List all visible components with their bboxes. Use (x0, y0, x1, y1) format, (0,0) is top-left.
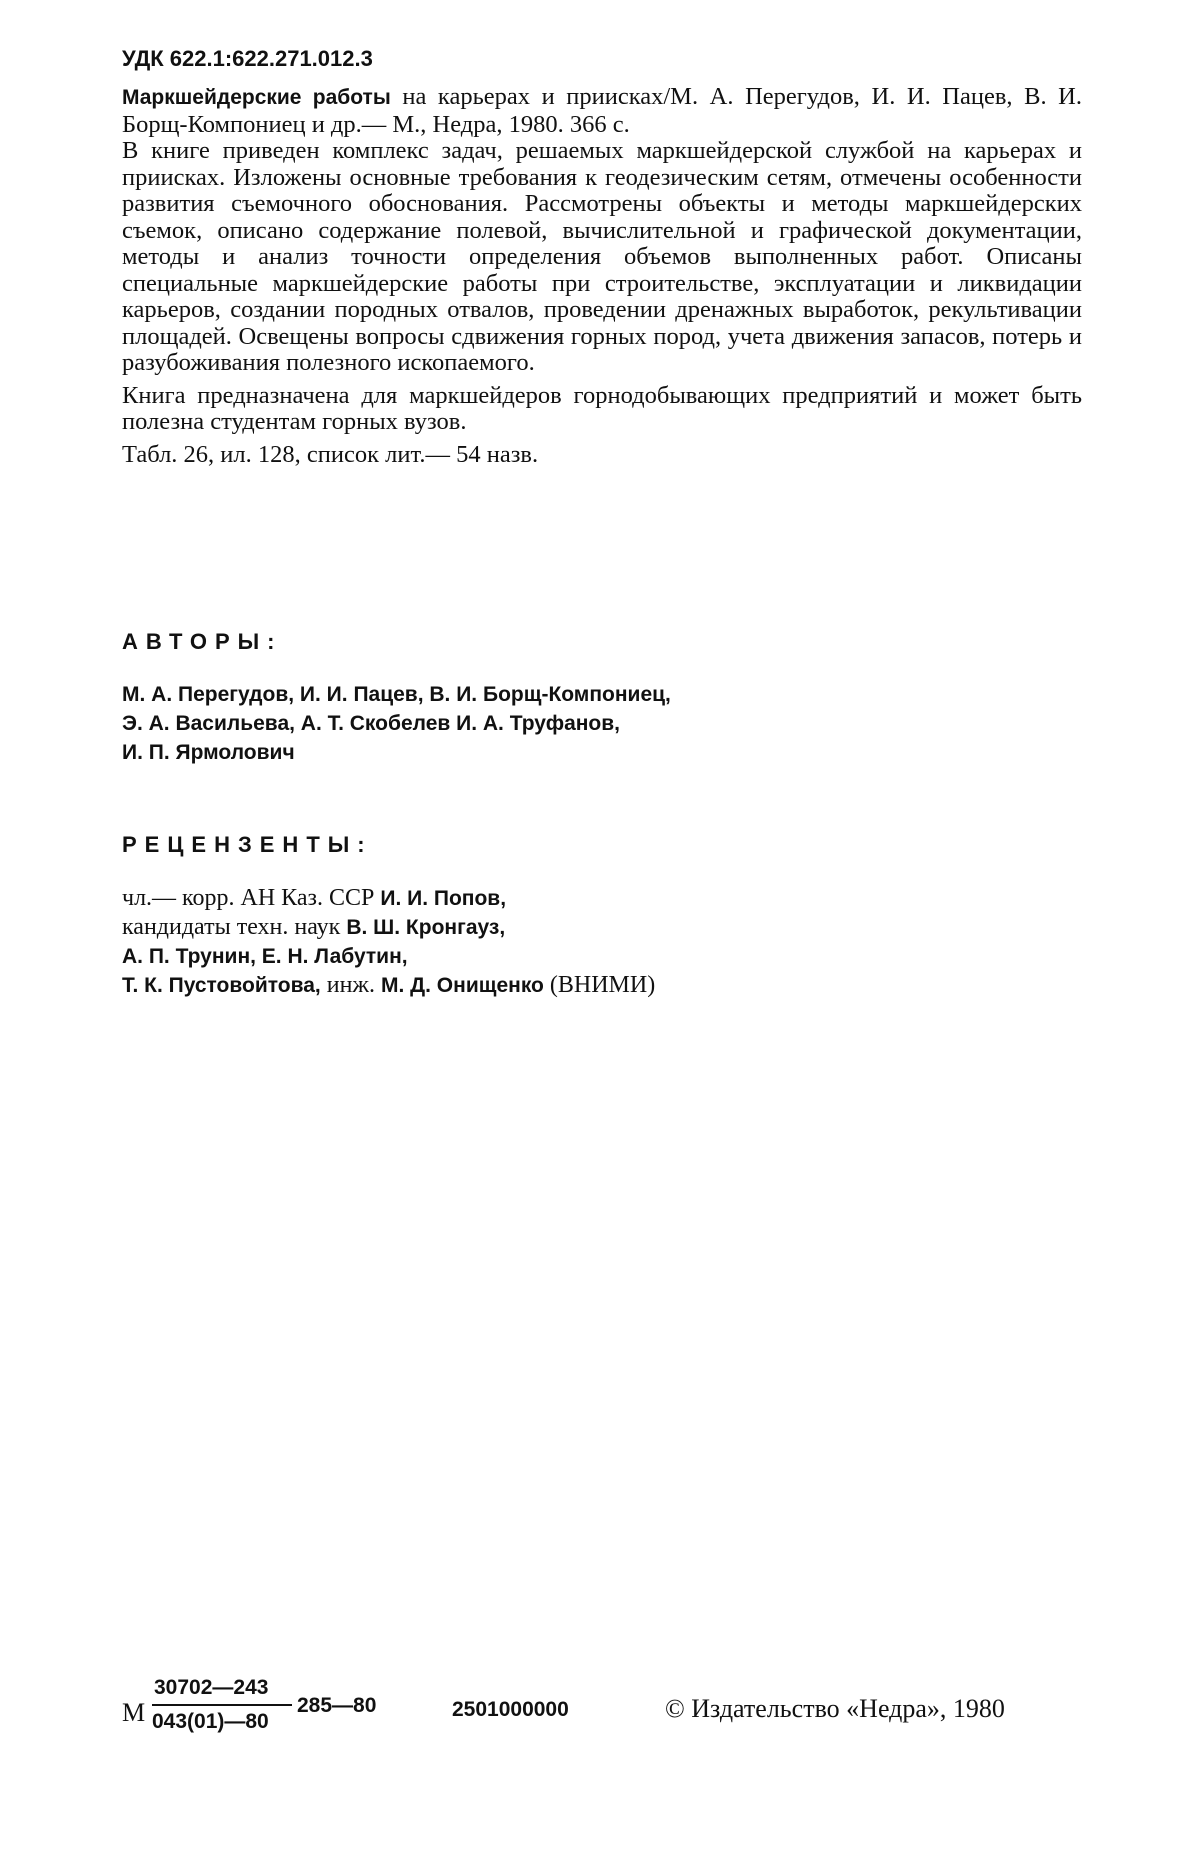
copyright-notice: © Издательство «Недра», 1980 (665, 1694, 1005, 1723)
reviewer-title: кандидаты техн. наук (122, 914, 347, 940)
audience-paragraph: Книга предназначена для маркшейдеров горнодобывающих предприятий и может быть полезна студентам горных вузов. (122, 381, 1082, 435)
bibliographic-details: на карьерах и приисках/М. А. Перегудов, И. И. Пацев, В. И. Борщ-Компониец и др.— М., Недра, 1980. 366 с. (122, 83, 1082, 138)
reviewer-name: В. Ш. Кронгауз, (346, 916, 506, 939)
authors-list (122, 680, 671, 767)
annotation-paragraph: В книге приведен комплекс задач, решаемых маркшейдерской службой на карьерах и приисках. Изложены основные требования к геодезическим сетям, отмечены особенности развития съемочного обоснования. Рассмотрены объекты и методы маркшейдерских съемок, описано содержание полевой, вычислительной и графической документации, методы и анализ точности определения объемов выполненных работ. Описаны специальные маркшейдерские работы при строительстве, эксплуатации и ликвидации карьеров, создании породных отвалов, проведении дренажных выработок, рекультивации площадей. Освещены вопросы сдвижения горных пород, учета движения запасов, потерь и разубоживания полезного ископаемого. (122, 137, 1082, 376)
reviewer-title: инж. (320, 972, 382, 998)
reviewer-title: чл.— корр. АН Каз. ССР (122, 885, 381, 911)
bibliographic-entry (122, 84, 1082, 138)
reviewer-line (122, 884, 655, 913)
abstract (122, 84, 1082, 468)
fraction-denominator: 043(01)—80 (152, 1710, 269, 1733)
reviewer-line (122, 942, 655, 971)
imprint-prefix: М (122, 1698, 146, 1727)
imprint-code: 285—80 (297, 1694, 377, 1717)
reviewers-heading: РЕЦЕНЗЕНТЫ: (122, 832, 373, 857)
imprint-footer (122, 1676, 1082, 1766)
catalog-code: 2501000000 (452, 1698, 569, 1721)
reviewer-line (122, 971, 655, 1000)
authors-heading: АВТОРЫ: (122, 629, 283, 654)
udk-code: УДК 622.1:622.271.012.3 (122, 46, 373, 71)
authors-line: И. П. Ярмолович (122, 741, 295, 764)
reviewer-name: Т. К. Пустовойтова, (122, 974, 321, 997)
authors-line: Э. А. Васильева, А. Т. Скобелев И. А. Труфанов, (122, 712, 621, 735)
fraction-numerator: 30702—243 (154, 1676, 269, 1699)
bibliographic-title: Маркшейдерские работы (122, 86, 391, 109)
stats-paragraph: Табл. 26, ил. 128, список лит.— 54 назв. (122, 440, 539, 468)
reviewer-name: И. И. Попов, (380, 887, 507, 910)
reviewer-line (122, 913, 655, 942)
imprint-fraction (152, 1676, 292, 1734)
reviewers-list (122, 884, 655, 1000)
reviewer-name: М. Д. Онищенко (381, 974, 544, 997)
reviewer-name: А. П. Трунин, Е. Н. Лабутин, (122, 945, 408, 968)
title-page-verso (122, 46, 1082, 1733)
authors-line: М. А. Перегудов, И. И. Пацев, В. И. Борщ-Компониец, (122, 683, 671, 706)
reviewer-organization: (ВНИМИ) (543, 972, 656, 998)
